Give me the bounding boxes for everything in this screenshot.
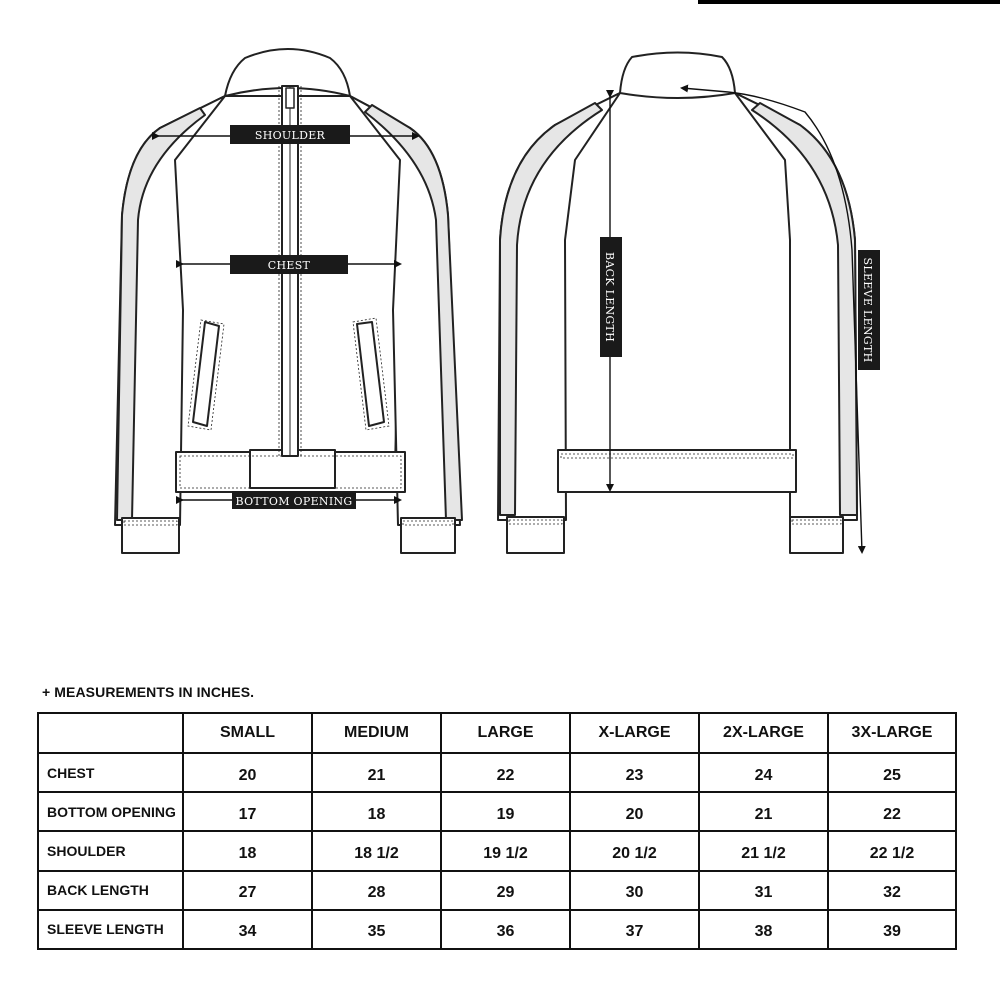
cell-value: 34 — [183, 910, 312, 949]
header-cell — [38, 713, 183, 753]
cell-value: 17 — [183, 792, 312, 831]
cell-value: 28 — [312, 871, 441, 910]
cell-value: 18 1/2 — [312, 831, 441, 870]
cell-value: 24 — [699, 753, 828, 792]
header-cell: SMALL — [183, 713, 312, 753]
back-jacket — [498, 53, 857, 554]
table-row — [38, 871, 956, 910]
table-row — [38, 753, 956, 792]
cell-value: 27 — [183, 871, 312, 910]
cell-value: 37 — [570, 910, 699, 949]
size-chart-table — [37, 712, 957, 950]
cell-value: 18 — [183, 831, 312, 870]
cell-value: 29 — [441, 871, 570, 910]
front-left-cuff — [122, 518, 179, 553]
sleeve-length-label: SLEEVE LENGTH — [861, 257, 874, 363]
cell-value: 21 — [699, 792, 828, 831]
back-right-cuff — [790, 517, 843, 553]
cell-value: 36 — [441, 910, 570, 949]
cell-value: 20 1/2 — [570, 831, 699, 870]
row-label: CHEST — [38, 753, 183, 792]
cell-value: 25 — [828, 753, 956, 792]
table-row — [38, 792, 956, 831]
header-cell: 2X-LARGE — [699, 713, 828, 753]
table-row — [38, 910, 956, 949]
cell-value: 19 1/2 — [441, 831, 570, 870]
chest-label: CHEST — [267, 259, 311, 272]
row-label: BOTTOM OPENING — [38, 792, 183, 831]
measurement-note: + MEASUREMENTS IN INCHES. — [42, 684, 255, 700]
cell-value: 21 — [312, 753, 441, 792]
back-length-label: BACK LENGTH — [603, 251, 616, 343]
cell-value: 21 1/2 — [699, 831, 828, 870]
cell-value: 31 — [699, 871, 828, 910]
back-hem-band — [558, 450, 796, 492]
row-label: SLEEVE LENGTH — [38, 910, 183, 949]
cell-value: 20 — [183, 753, 312, 792]
cell-value: 35 — [312, 910, 441, 949]
header-cell: 3X-LARGE — [828, 713, 956, 753]
cell-value: 38 — [699, 910, 828, 949]
row-label: SHOULDER — [38, 831, 183, 870]
table-header-row — [38, 713, 956, 753]
cell-value: 39 — [828, 910, 956, 949]
header-cell: X-LARGE — [570, 713, 699, 753]
cell-value: 30 — [570, 871, 699, 910]
front-right-cuff — [401, 518, 455, 553]
row-label: BACK LENGTH — [38, 871, 183, 910]
bottom-opening-label: BOTTOM OPENING — [235, 495, 353, 508]
cell-value: 32 — [828, 871, 956, 910]
cell-value: 18 — [312, 792, 441, 831]
front-jacket — [115, 49, 462, 553]
cell-value: 23 — [570, 753, 699, 792]
cell-value: 22 — [828, 792, 956, 831]
header-cell: MEDIUM — [312, 713, 441, 753]
shoulder-label: SHOULDER — [254, 129, 326, 142]
cell-value: 22 1/2 — [828, 831, 956, 870]
cell-value: 22 — [441, 753, 570, 792]
back-left-cuff — [507, 517, 564, 553]
header-cell: LARGE — [441, 713, 570, 753]
table-row — [38, 831, 956, 870]
cell-value: 19 — [441, 792, 570, 831]
cell-value: 20 — [570, 792, 699, 831]
